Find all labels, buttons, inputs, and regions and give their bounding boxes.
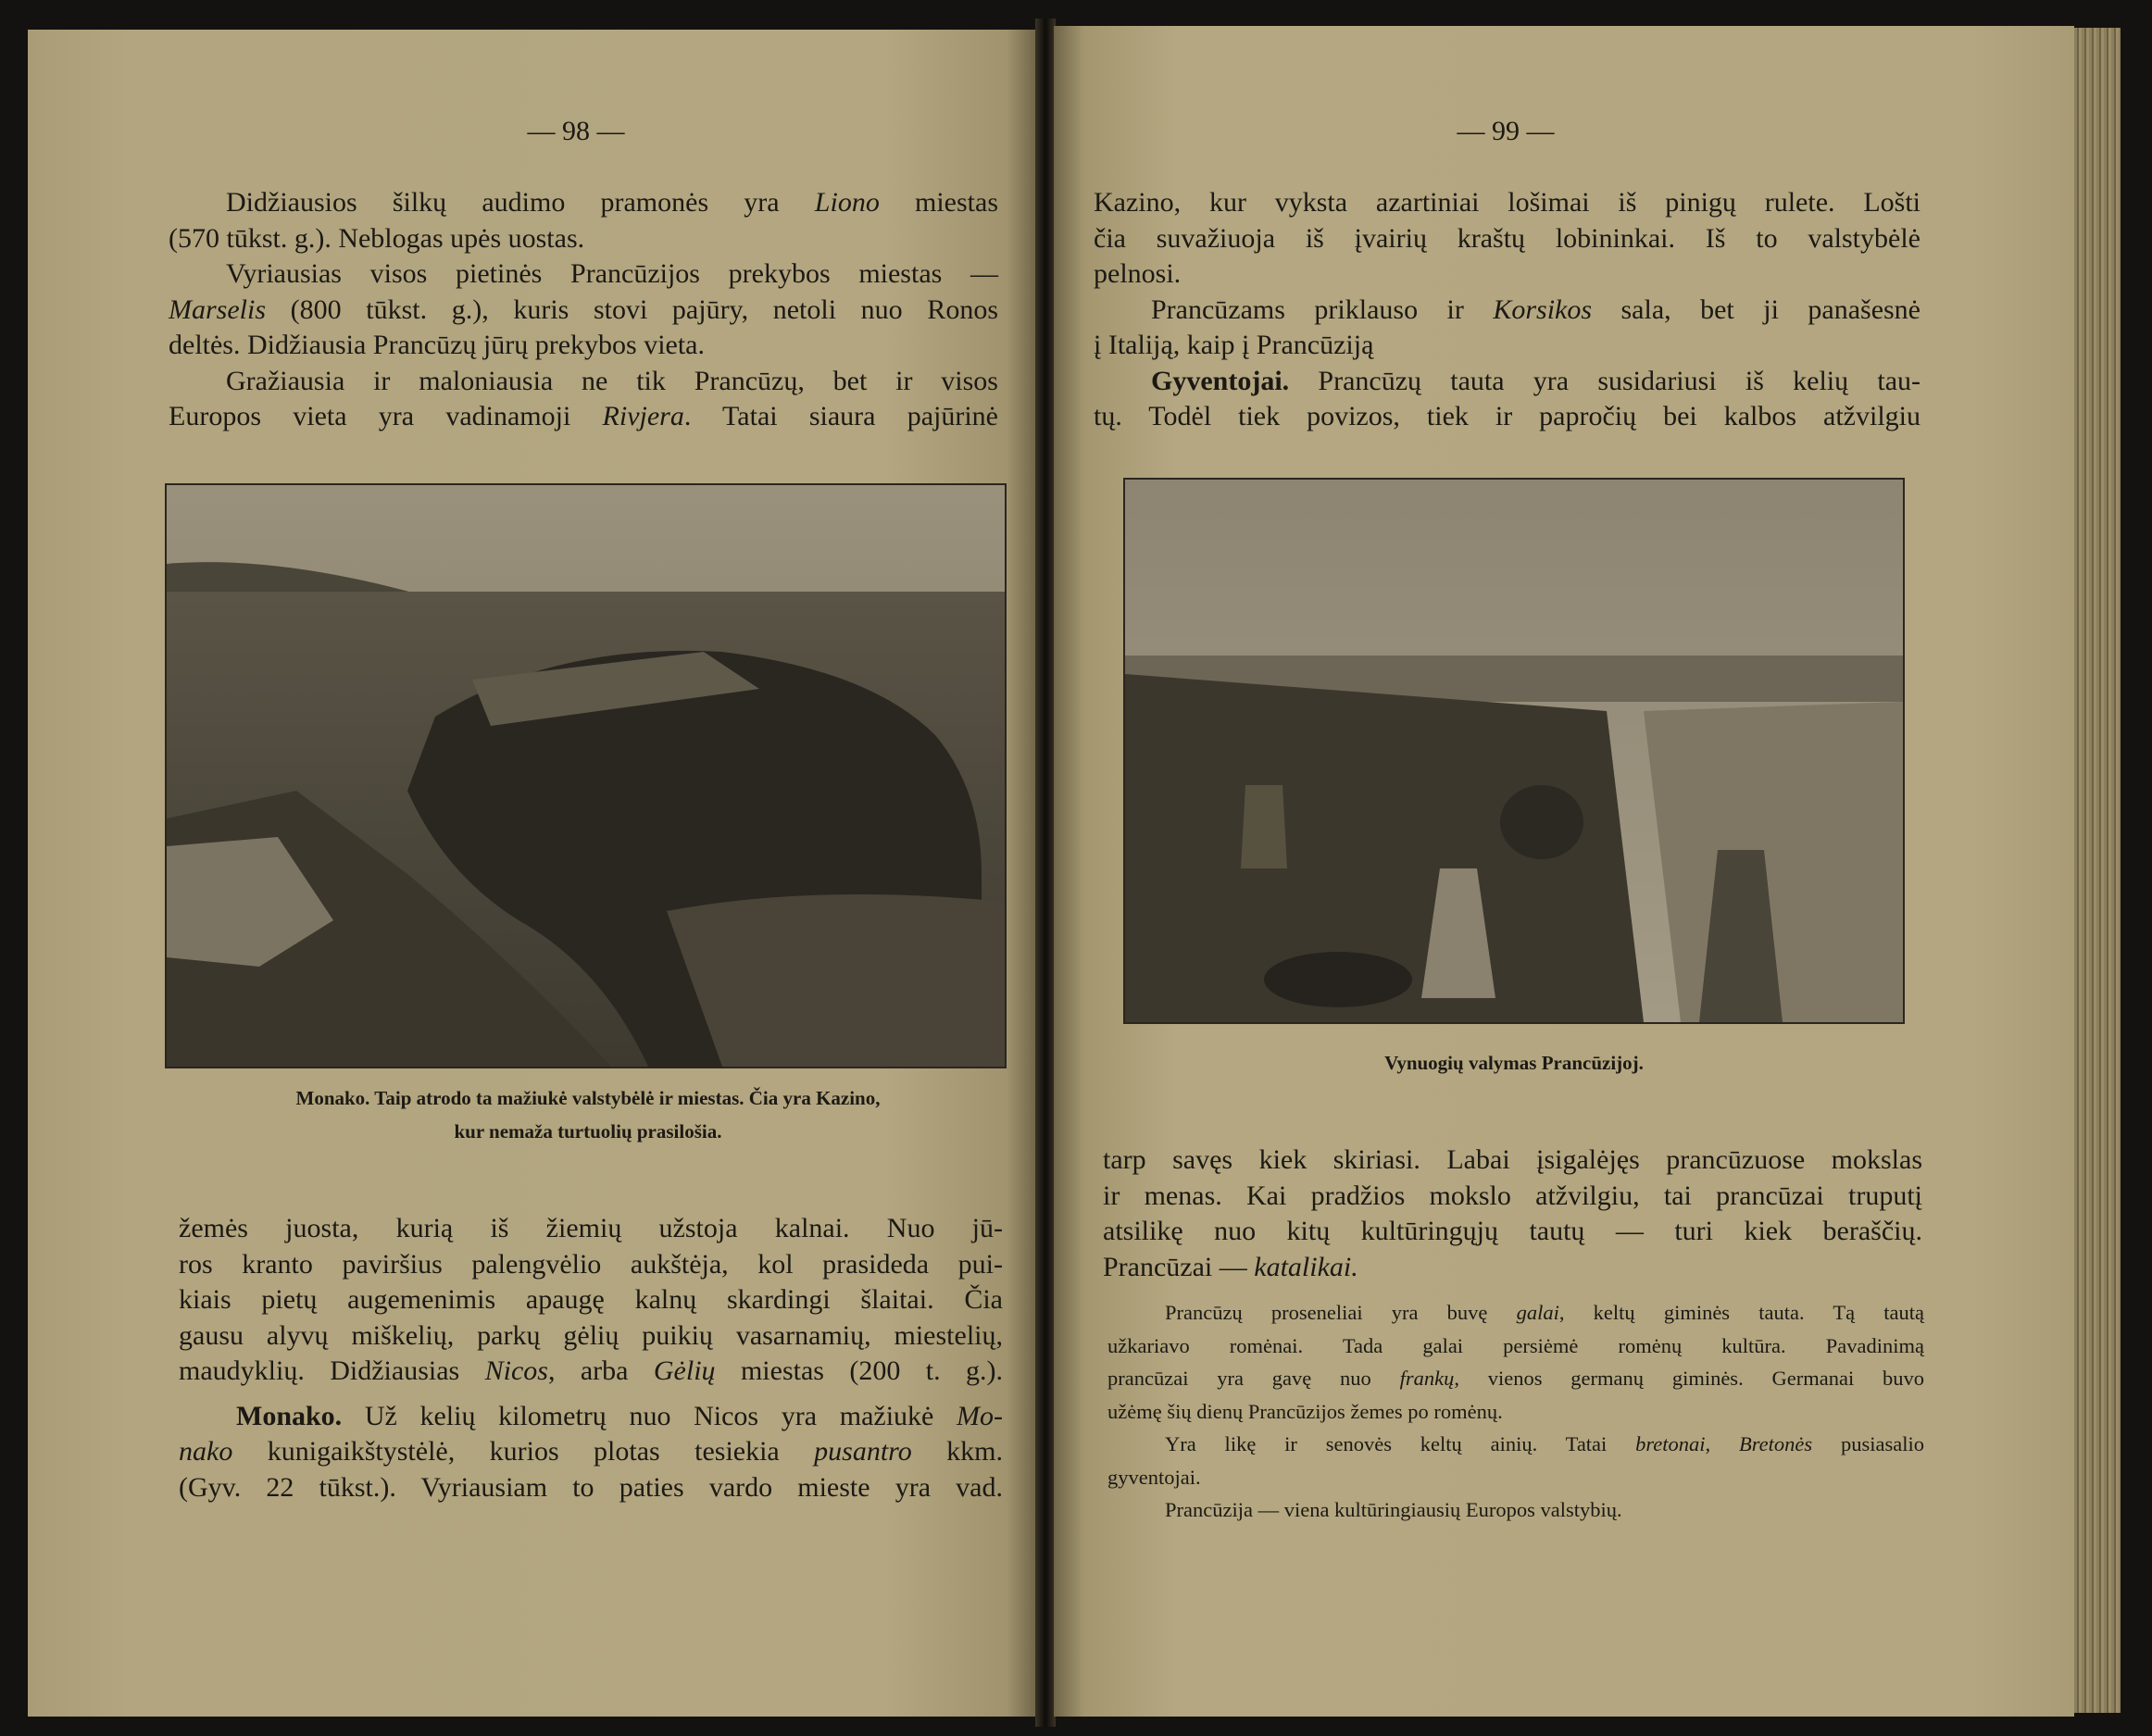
italic-text: Mo-: [957, 1400, 1003, 1431]
text-line: [179, 1399, 1003, 1435]
italic-text: Gėlių: [653, 1355, 716, 1386]
text-segment: prancūzai yra gavę nuo: [1107, 1367, 1400, 1390]
text-segment: kunigaikštystėlė, kurios plotas tesiekia: [232, 1436, 815, 1467]
text-line: [1094, 399, 1921, 435]
book-spine: [1035, 19, 1056, 1727]
italic-text: bretonai: [1635, 1432, 1706, 1455]
text-segment: , keltų giminės tauta. Tą tautą: [1558, 1301, 1924, 1324]
page-number-right: — 99 —: [1457, 116, 1555, 146]
text-line: [169, 256, 998, 293]
text-line: [1094, 328, 1921, 364]
text-segment: Didžiausios šilkų audimo pramonės yra: [226, 187, 815, 218]
italic-text: pusantro: [814, 1436, 912, 1467]
left-bottom-text: [179, 1211, 1003, 1505]
text-segment: Prancūzija — viena kultūringiausių Europos valstybių.: [1165, 1498, 1622, 1521]
text-segment: tarp savęs kiek skiriasi. Labai įsigalėjęs prancūzuose mokslas: [1103, 1144, 1922, 1175]
text-segment: čia suvažiuoja iš įvairių kraštų lobininkai. Iš to valstybėlė: [1094, 222, 1921, 254]
left-top-text: [169, 185, 998, 435]
grape-harvest-illustration: [1123, 478, 1905, 1024]
text-segment: kiais pietų augemenimis apaugę kalnų skardingi šlaitai. Čia: [179, 1284, 1003, 1315]
text-line: [176, 1081, 1000, 1115]
text-segment: (Gyv. 22 tūkst.). Vyriausiam to paties vardo mieste yra vad.: [179, 1471, 1003, 1503]
italic-text: frankų: [1399, 1367, 1455, 1390]
text-line: [179, 1470, 1003, 1506]
italic-text: katalikai.: [1254, 1251, 1358, 1282]
text-line: [1107, 1493, 1924, 1527]
text-segment: gyventojai.: [1107, 1465, 1201, 1489]
text-segment: pelnosi.: [1094, 258, 1182, 289]
text-line: [179, 1434, 1003, 1470]
text-line: [1107, 1395, 1924, 1429]
text-segment: ,: [1705, 1432, 1740, 1455]
text-line: [1107, 1461, 1924, 1494]
text-line: [1094, 185, 1921, 221]
text-segment: , arba: [547, 1355, 654, 1386]
italic-text: Nicos: [484, 1355, 548, 1386]
monaco-illustration: [165, 483, 1007, 1068]
bold-heading-text: Monako.: [236, 1400, 343, 1431]
text-segment: Europos vieta yra vadinamoji: [169, 401, 603, 431]
text-segment: miestas: [879, 187, 998, 218]
text-segment: Prancūzams priklauso ir: [1151, 293, 1494, 325]
text-segment: į Italiją, kaip į Prancūziją: [1094, 330, 1374, 360]
text-line: [179, 1247, 1003, 1283]
text-line: [1103, 1250, 1922, 1286]
text-line: [1094, 293, 1921, 329]
text-segment: Prancūzai —: [1103, 1251, 1255, 1282]
text-segment: ir menas. Kai pradžios mokslo atžvilgiu, tai prancūzai truputį: [1103, 1180, 1922, 1211]
text-line: [1094, 364, 1921, 400]
text-segment: užėmę šių dienų Prancūzijos žemes po romėnų.: [1107, 1399, 1503, 1423]
text-segment: Gražiausia ir maloniausia ne tik Prancūzų, bet ir visos: [226, 365, 998, 396]
text-segment: Prancūzų proseneliai yra buvę: [1165, 1301, 1517, 1324]
text-line: [169, 328, 998, 364]
right-small-print: [1107, 1296, 1924, 1527]
bold-heading-text: Gyventojai.: [1151, 365, 1290, 396]
italic-text: Marselis: [169, 293, 266, 325]
right-top-text: [1094, 185, 1921, 435]
text-segment: sala, bet ji panašesnė: [1592, 293, 1921, 325]
text-line: [179, 1318, 1003, 1355]
right-bottom-text: [1103, 1143, 1922, 1285]
right-figure-caption: [1148, 1046, 1880, 1080]
text-line: [1103, 1214, 1922, 1250]
italic-text: Rivjera: [602, 401, 684, 431]
italic-text: Bretonės: [1739, 1432, 1813, 1455]
text-segment: Vynuogių valymas Prancūzijoj.: [1384, 1052, 1644, 1074]
text-segment: pusiasalio: [1812, 1432, 1924, 1455]
text-line: [1107, 1296, 1924, 1330]
text-line: [169, 364, 998, 400]
text-line: [1103, 1143, 1922, 1179]
text-segment: Monako. Taip atrodo ta mažiukė valstybėlė ir miestas. Čia yra Kazino,: [295, 1087, 881, 1109]
text-segment: Yra likę ir senovės keltų ainių. Tatai: [1165, 1432, 1636, 1455]
text-segment: gausu alyvų miškelių, parkų gėlių puikių vasarnamių, miestelių,: [179, 1319, 1003, 1351]
text-line: [179, 1354, 1003, 1390]
text-line: [169, 293, 998, 329]
text-segment: deltės. Didžiausia Prancūzų jūrų prekybos vieta.: [169, 330, 705, 360]
text-line: [1094, 256, 1921, 293]
text-segment: , vienos germanų giminės. Germanai buvo: [1454, 1367, 1924, 1390]
text-line: [169, 221, 998, 257]
text-line: [179, 1211, 1003, 1247]
text-segment: Už kelių kilometrų nuo Nicos yra mažiukė: [342, 1400, 957, 1431]
text-line: [1107, 1362, 1924, 1395]
text-segment: ros kranto paviršius palengvėlio aukštėja, kol prasideda pui-: [179, 1248, 1003, 1280]
italic-text: nako: [179, 1436, 233, 1467]
text-segment: miestas (200 t. g.).: [715, 1355, 1003, 1386]
text-segment: maudyklių. Didžiausias: [179, 1355, 485, 1386]
text-line: [1107, 1428, 1924, 1461]
page-edges: [2074, 28, 2121, 1713]
text-segment: Kazino, kur vyksta azartiniai lošimai iš pinigų rulete. Lošti: [1094, 187, 1921, 218]
text-segment: kur nemaža turtuolių prasilošia.: [454, 1120, 722, 1143]
text-segment: atsilikę nuo kitų kultūringųjų tautų — turi kiek beraščių.: [1103, 1216, 1922, 1246]
text-segment: Prancūzų tauta yra susidariusi iš kelių tau-: [1289, 365, 1921, 396]
text-line: [1107, 1330, 1924, 1363]
text-segment: (570 tūkst. g.). Neblogas upės uostas.: [169, 222, 585, 254]
text-line: [1148, 1046, 1880, 1080]
text-segment: (800 tūkst. g.), kuris stovi pajūry, netoli nuo Ronos: [266, 293, 998, 325]
text-segment: kkm.: [911, 1436, 1003, 1467]
text-segment: . Tatai siaura pajūrinė: [683, 401, 998, 431]
italic-text: Liono: [814, 187, 880, 218]
text-line: [179, 1282, 1003, 1318]
text-line: [169, 185, 998, 221]
text-segment: užkariavo romėnai. Tada galai persiėmė romėnų kultūra. Pavadinimą: [1107, 1333, 1924, 1357]
text-line: [1103, 1179, 1922, 1215]
text-segment: žemės juosta, kurią iš žiemių užstoja kalnai. Nuo jū-: [179, 1213, 1003, 1243]
italic-text: Korsikos: [1493, 293, 1593, 325]
text-segment: Vyriausias visos pietinės Prancūzijos prekybos miestas —: [226, 258, 998, 289]
text-line: [169, 399, 998, 435]
left-figure-caption: [176, 1081, 1000, 1148]
text-line: [176, 1115, 1000, 1148]
text-segment: tų. Todėl tiek povizos, tiek ir papročių bei kalbos atžvilgiu: [1094, 401, 1921, 431]
text-line: [1094, 221, 1921, 257]
page-number-left: — 98 —: [527, 116, 625, 146]
italic-text: galai: [1516, 1301, 1559, 1324]
